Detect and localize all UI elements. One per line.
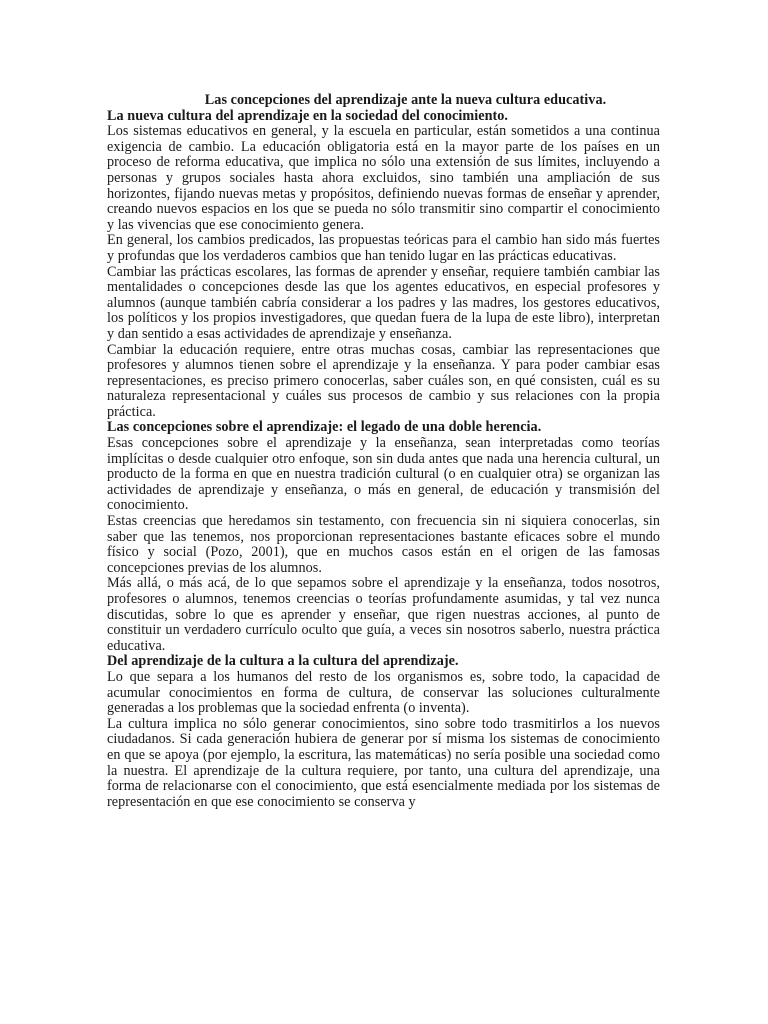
paragraph: Esas concepciones sobre el aprendizaje y la enseñanza, sean interpretadas como teorías implícitas o desde cualquier otro enfoque, son sin duda antes que nada una herencia cultural, un producto de la forma en que en nuestra tradición cultural (o en cualquier otra) se organizan las actividades de aprendizaje y enseñanza, o más en general, de educación y transmisión del conocimiento. — [107, 435, 660, 514]
section-heading-2: Las concepciones sobre el aprendizaje: el legado de una doble herencia. — [107, 419, 542, 436]
document-page — [107, 93, 660, 810]
paragraph: Los sistemas educativos en general, y la escuela en particular, están sometidos a una continua exigencia de cambio. La educación obligatoria está en la mayor parte de los países en un proceso de reforma educativa, que implica no sólo una extensión de sus límites, incluyendo a personas y grupos sociales hasta ahora excluidos, sino también una ampliación de sus horizontes, fijando nuevas metas y propósitos, definiendo nuevas formas de enseñar y aprender, creando nuevos espacios en los que se pueda no sólo transmitir sino compartir el conocimiento y las vivencias que ese conocimiento genera. — [107, 123, 660, 233]
section-heading-3: Del aprendizaje de la cultura a la cultura del aprendizaje. — [107, 653, 459, 670]
paragraph: Estas creencias que heredamos sin testamento, con frecuencia sin ni siquiera conocerlas, sin saber que las tenemos, nos proporcionan representaciones bastante eficaces sobre el mundo físico y social (Pozo, 2001), que en muchos casos están en el origen de las famosas concepciones previas de los alumnos. — [107, 513, 660, 576]
paragraph: La cultura implica no sólo generar conocimientos, sino sobre todo trasmitirlos a los nuevos ciudadanos. Si cada generación hubiera de generar por sí misma los sistemas de conocimiento en que se apoya (por ejemplo, la escritura, las matemáticas) no sería posible una sociedad como la nuestra. El aprendizaje de la cultura requiere, por tanto, una cultura del aprendizaje, una forma de relacionarse con el conocimiento, que está esencialmente mediada por los sistemas de representación en que ese conocimiento se conserva y — [107, 715, 660, 810]
section-heading-1: La nueva cultura del aprendizaje en la sociedad del conocimiento. — [107, 107, 509, 124]
paragraph: En general, los cambios predicados, las propuestas teóricas para el cambio han sido más fuertes y profundas que los verdaderos cambios que han tenido lugar en las prácticas educativas. — [107, 232, 660, 264]
paragraph: Cambiar las prácticas escolares, las formas de aprender y enseñar, requiere también cambiar las mentalidades o concepciones desde las que los agentes educativos, en especial profesores y alumnos (aunque también cabría considerar a los padres y las madres, los gestores educativos, los políticos y los propios investigadores, que quedan fuera de la lupa de este libro), interpretan y dan sentido a esas actividades de aprendizaje y enseñanza. — [107, 263, 660, 342]
document-title: Las concepciones del aprendizaje ante la nueva cultura educativa. — [204, 92, 607, 108]
paragraph: Lo que separa a los humanos del resto de los organismos es, sobre todo, la capacidad de acumular conocimientos en forma de cultura, de conservar las soluciones culturalmente generadas a los problemas que la sociedad enfrenta (o inventa). — [107, 668, 660, 717]
paragraph: Más allá, o más acá, de lo que sepamos sobre el aprendizaje y la enseñanza, todos nosotros, profesores o alumnos, tenemos creencias o teorías profundamente asumidas, y tal vez nunca discutidas, sobre lo que es aprender y enseñar, que rigen nuestras acciones, al punto de constituir un verdadero currículo oculto que guía, a veces sin nosotros saberlo, nuestra práctica educativa. — [107, 575, 660, 654]
paragraph: Cambiar la educación requiere, entre otras muchas cosas, cambiar las representaciones que profesores y alumnos tienen sobre el aprendizaje y la enseñanza. Y para poder cambiar esas representaciones, es preciso primero conocerlas, saber cuáles son, en qué consisten, cuál es su naturaleza representacional y cuáles sus procesos de cambio y sus relaciones con la propia práctica. — [107, 341, 660, 420]
